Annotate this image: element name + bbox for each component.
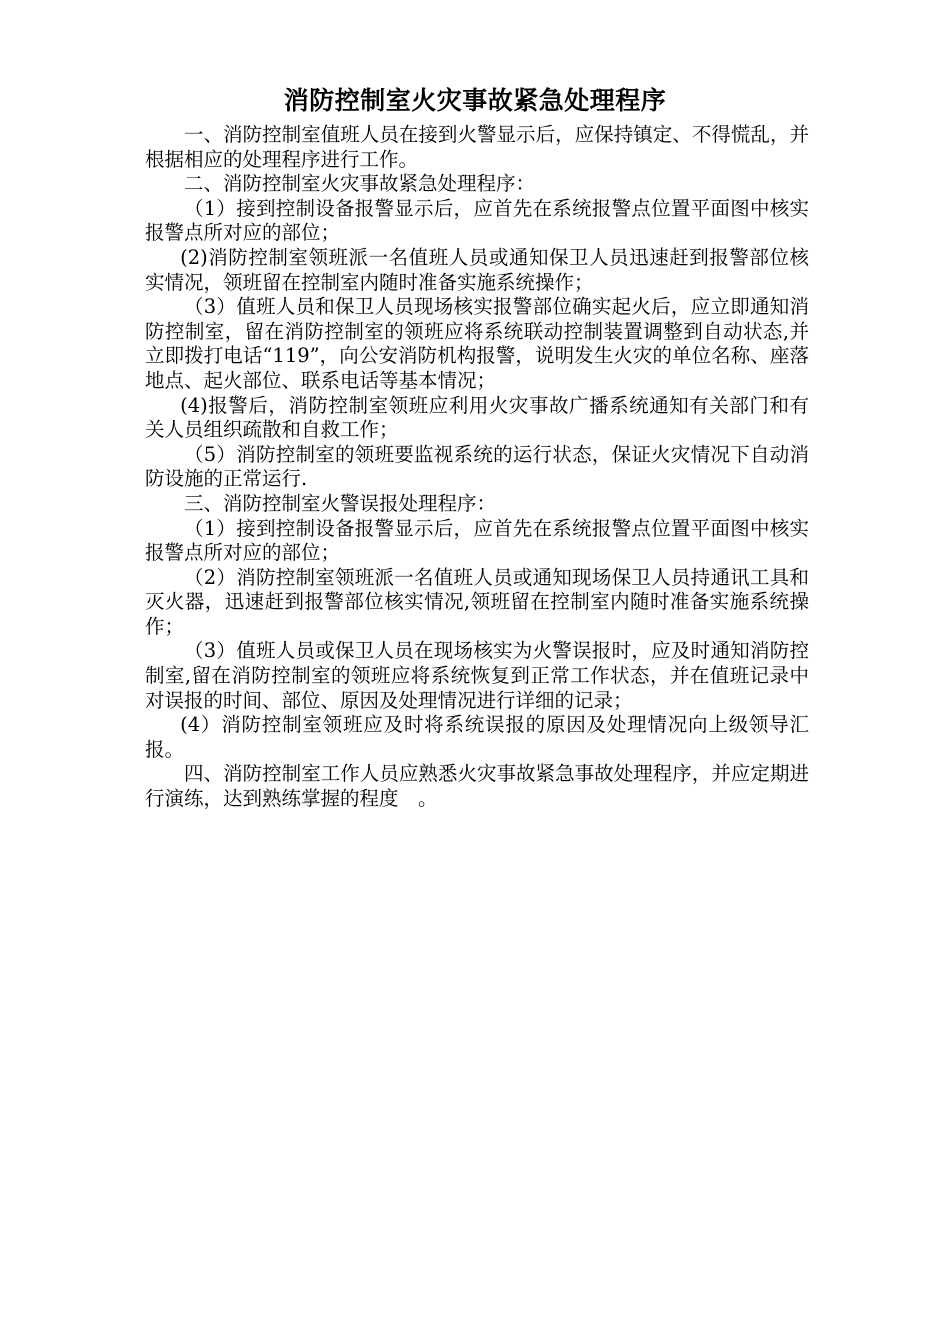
emergency-step-1: （1）接到控制设备报警显示后，应首先在系统报警点位置平面图中核实报警点所对应的部位； (145, 196, 809, 245)
false-alarm-step-4: (4）消防控制室领班应及时将系统误报的原因及处理情况向上级领导汇报。 (145, 713, 809, 761)
section-heading-emergency: 二、消防控制室火灾事故紧急处理程序： (184, 172, 536, 196)
emergency-step-4: (4)报警后，消防控制室领班应利用火灾事故广播系统通知有关部门和有关人员组织疏散和自救工作； (145, 393, 809, 442)
emergency-step-3: （3）值班人员和保卫人员现场核实报警部位确实起火后，应立即通知消防控制室，留在消防控制室的领班应将系统联动控制装置调整到自动状态,并立即拨打电话“119”，向公安消防机构报警，说明发生火灾的单位名称、座落地点、起火部位、联系电话等基本情况； (145, 295, 809, 392)
false-alarm-step-2: （2）消防控制室领班派一名值班人员或通知现场保卫人员持通讯工具和灭火器，迅速赶到报警部位核实情况,领班留在控制室内随时准备实施系统操作； (145, 565, 809, 638)
false-alarm-step-1: （1）接到控制设备报警显示后，应首先在系统报警点位置平面图中核实报警点所对应的部位； (145, 516, 809, 565)
document-body (145, 123, 809, 812)
false-alarm-step-3: （3）值班人员或保卫人员在现场核实为火警误报时，应及时通知消防控制室,留在消防控制室的领班应将系统恢复到正常工作状态，并在值班记录中对误报的时间、部位、原因及处理情况进行详细的记录； (145, 639, 809, 712)
document-title: 消防控制室火灾事故紧急处理程序 (283, 86, 667, 115)
emergency-step-2: (2)消防控制室领班派一名值班人员或通知保卫人员迅速赶到报警部位核实情况，领班留在控制室内随时准备实施系统操作； (145, 245, 809, 294)
paragraph-intro: 一、消防控制室值班人员在接到火警显示后，应保持镇定、不得慌乱，并根据相应的处理程序进行工作。 (145, 123, 809, 171)
paragraph-conclusion: 四、消防控制室工作人员应熟悉火灾事故紧急事故处理程序，并应定期进行演练，达到熟练掌握的程度 。 (145, 762, 809, 811)
section-heading-false-alarm: 三、消防控制室火警误报处理程序： (184, 491, 497, 515)
emergency-step-5: （5）消防控制室的领班要监视系统的运行状态，保证火灾情况下自动消防设施的正常运行. (145, 442, 809, 491)
